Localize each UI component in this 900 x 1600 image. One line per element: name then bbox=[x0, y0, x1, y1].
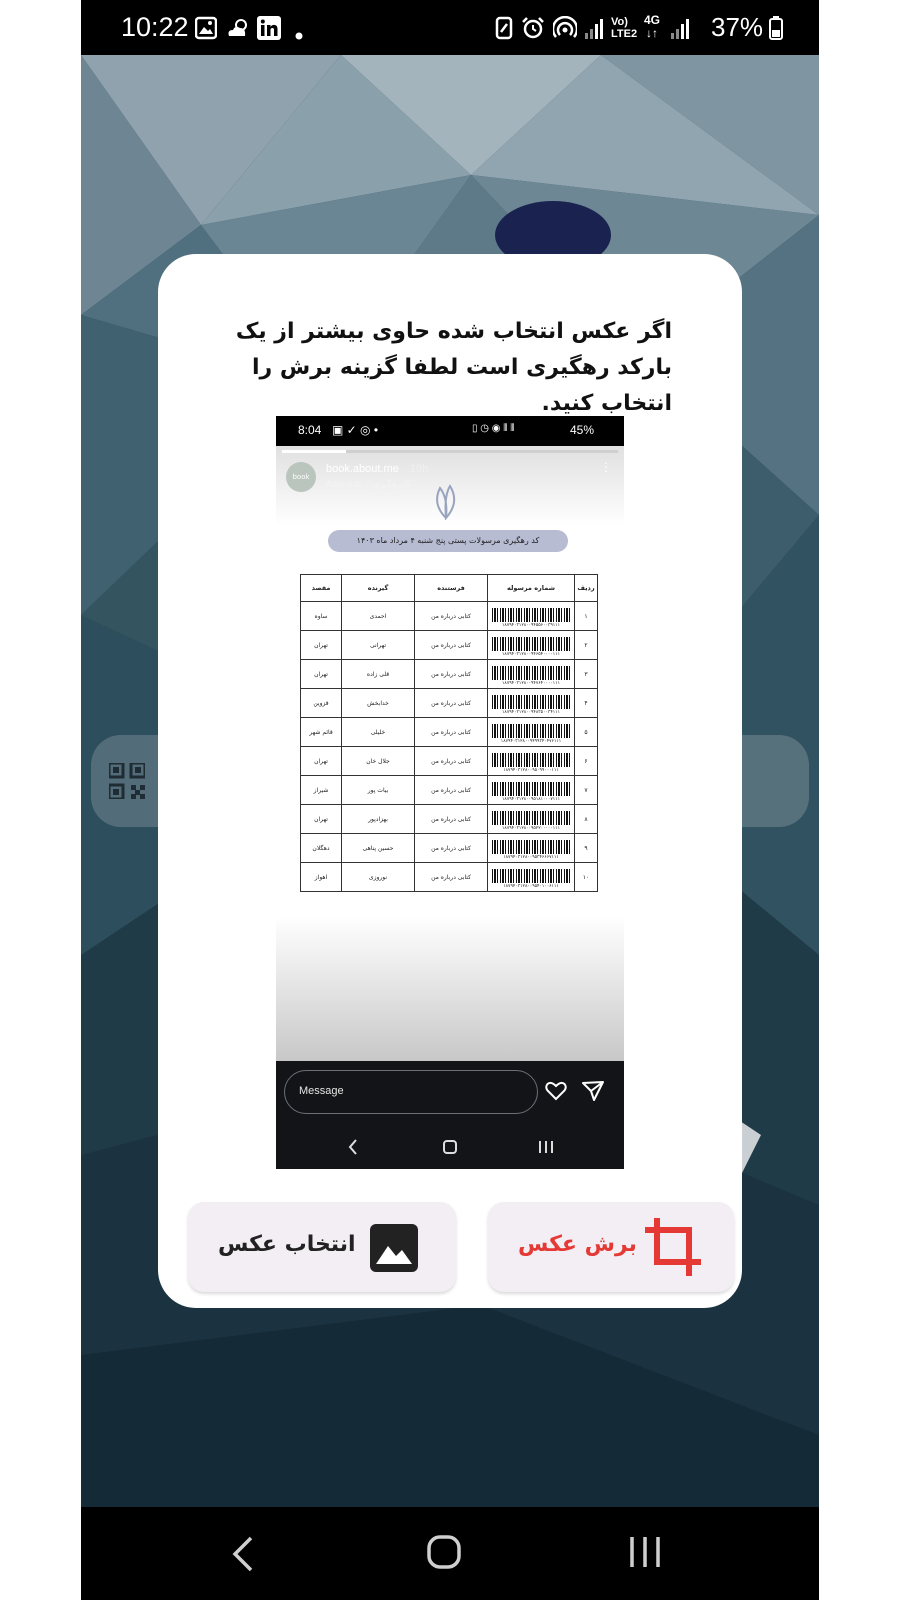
destination-cell: تهران bbox=[301, 660, 342, 689]
crop-photo-button[interactable] bbox=[488, 1202, 734, 1292]
phone-screen bbox=[81, 0, 819, 1600]
tracking-table bbox=[300, 574, 598, 892]
row-number: ۶ bbox=[575, 747, 598, 776]
destination-cell: قائم شهر bbox=[301, 718, 342, 747]
row-number: ۲ bbox=[575, 631, 598, 660]
preview-home-icon bbox=[443, 1140, 457, 1154]
barcode-image bbox=[492, 869, 570, 883]
barcode-number: ۱۸۷۹۴۰۳۱۲۸۰۰۹۴۸۳۵۰۰۳۴۱۱۱ bbox=[501, 709, 560, 715]
table-row bbox=[301, 747, 598, 776]
selected-photo-preview bbox=[276, 416, 624, 1169]
alarm-icon bbox=[521, 16, 545, 40]
more-options-icon[interactable]: ⋮ bbox=[600, 460, 612, 474]
barcode-cell bbox=[488, 718, 575, 747]
sender-cell: کتابی درباره من bbox=[415, 689, 488, 718]
lte-label: LTE2 bbox=[611, 28, 638, 40]
table-header: گیرنده bbox=[342, 575, 415, 602]
sender-cell: کتابی درباره من bbox=[415, 776, 488, 805]
destination-cell: قزوین bbox=[301, 689, 342, 718]
row-number: ۹ bbox=[575, 834, 598, 863]
destination-cell: تهران bbox=[301, 631, 342, 660]
linkedin-icon bbox=[257, 16, 281, 40]
account-avatar bbox=[286, 462, 316, 492]
barcode-image bbox=[492, 637, 570, 651]
destination-cell: اهواز bbox=[301, 863, 342, 892]
dialog-message: اگر عکس انتخاب شده حاوی بیشتر از یک بارکد رهگیری است لطفا گزینه برش را انتخاب کنید. bbox=[235, 319, 672, 416]
barcode-cell bbox=[488, 689, 575, 718]
barcode-cell bbox=[488, 863, 575, 892]
status-bar bbox=[81, 0, 819, 55]
post-age: 19h bbox=[410, 463, 429, 475]
preview-status-bar bbox=[276, 416, 624, 446]
recents-icon[interactable] bbox=[629, 1535, 661, 1569]
sender-cell: کتابی درباره من bbox=[415, 747, 488, 776]
sender-cell: کتابی درباره من bbox=[415, 863, 488, 892]
table-header: فرستنده bbox=[415, 575, 488, 602]
crop-icon bbox=[643, 1216, 705, 1278]
preview-status-icons: ▣ ✓ ◎ • bbox=[332, 423, 379, 437]
barcode-cell bbox=[488, 747, 575, 776]
table-row bbox=[301, 602, 598, 631]
sender-cell: کتابی درباره من bbox=[415, 602, 488, 631]
receiver-cell: قلی زاده bbox=[342, 660, 415, 689]
hotspot-icon bbox=[553, 16, 577, 40]
barcode-cell bbox=[488, 631, 575, 660]
table-header: شماره مرسوله bbox=[488, 575, 575, 602]
barcode-image bbox=[492, 782, 570, 796]
message-placeholder: Message bbox=[299, 1085, 344, 1097]
row-number: ۴ bbox=[575, 689, 598, 718]
qr-code-icon bbox=[109, 763, 145, 799]
sender-cell: کتابی درباره من bbox=[415, 660, 488, 689]
table-row bbox=[301, 631, 598, 660]
receiver-cell: حسین پناهی bbox=[342, 834, 415, 863]
receiver-cell: نوروزی bbox=[342, 863, 415, 892]
signal-icon bbox=[671, 16, 691, 40]
barcode-number: ۱۸۷۹۴۰۳۱۲۸۰۰۹۵۲۲۰۰۰۰۰۱۱۱ bbox=[501, 825, 560, 831]
battery-percent: 37% bbox=[711, 12, 764, 42]
sender-cell: کتابی درباره من bbox=[415, 718, 488, 747]
row-number: ۷ bbox=[575, 776, 598, 805]
heart-icon bbox=[545, 1081, 567, 1101]
row-number: ۱ bbox=[575, 602, 598, 631]
barcode-image bbox=[492, 753, 570, 767]
table-row bbox=[301, 834, 598, 863]
destination-cell: تهران bbox=[301, 747, 342, 776]
barcode-number: ۱۸۷۹۴۰۳۱۲۸۰۰۹۵۳۴۶۶۶۷۱۱۱ bbox=[503, 854, 559, 860]
volte-icon bbox=[611, 16, 637, 40]
story-progress bbox=[282, 450, 618, 453]
receiver-cell: بهزادپور bbox=[342, 805, 415, 834]
barcode-image bbox=[492, 724, 570, 738]
table-row bbox=[301, 660, 598, 689]
receiver-cell: خدابخش bbox=[342, 689, 415, 718]
select-photo-button[interactable] bbox=[188, 1202, 456, 1292]
volte-label: Vo) bbox=[611, 16, 628, 28]
butterfly-logo bbox=[426, 480, 466, 520]
preview-status-right-icons: ▯ ◷ ◉ ⫴ ⫴ bbox=[472, 423, 515, 434]
table-header-row bbox=[301, 575, 598, 602]
added-to: Added to ۰-کدرهگیری bbox=[326, 479, 411, 489]
destination-cell: ساوه bbox=[301, 602, 342, 631]
barcode-image bbox=[492, 695, 570, 709]
battery-icon bbox=[769, 16, 783, 40]
preview-message-input bbox=[284, 1070, 538, 1114]
gallery-icon bbox=[195, 16, 217, 40]
preview-status-battery: 45% bbox=[570, 423, 595, 437]
dot-icon bbox=[295, 24, 303, 48]
barcode-number: ۱۸۷۹۴۰۳۱۲۸۰۰۹۴۶۵۴۰۰۰۰۱۱۱ bbox=[501, 651, 560, 657]
send-icon bbox=[582, 1080, 604, 1102]
signal-icon bbox=[585, 16, 605, 40]
table-header: مقصد bbox=[301, 575, 342, 602]
preview-recents-icon bbox=[538, 1140, 554, 1154]
preview-reply-bar bbox=[276, 1061, 624, 1169]
preview-back-icon bbox=[348, 1139, 358, 1155]
barcode-number: ۱۸۷۹۴۰۳۱۲۸۰۰۹۴۷۶۴۰۰۰۰۱۱۱ bbox=[501, 680, 560, 686]
back-icon[interactable] bbox=[231, 1535, 255, 1573]
barcode-number: ۱۸۷۹۴۰۳۱۲۸۰۰۹۵۴۰۱۰۰۶۱۱۱ bbox=[503, 883, 559, 889]
crop-photo-label: برش عکس bbox=[518, 1232, 637, 1257]
receiver-cell: تهرانی bbox=[342, 631, 415, 660]
weather-icon bbox=[225, 16, 251, 40]
receiver-cell: خلیلی bbox=[342, 718, 415, 747]
barcode-number: ۱۸۷۹۴۰۳۱۲۸۰۰۹۴۹۹۳۴۰۴۷۶۱۱۱ bbox=[500, 738, 562, 744]
destination-cell: تهران bbox=[301, 805, 342, 834]
table-row bbox=[301, 776, 598, 805]
barcode-image bbox=[492, 666, 570, 680]
barcode-cell bbox=[488, 805, 575, 834]
table-row bbox=[301, 718, 598, 747]
table-row bbox=[301, 863, 598, 892]
sender-cell: کتابی درباره من bbox=[415, 805, 488, 834]
table-row bbox=[301, 689, 598, 718]
receiver-cell: بیات پور bbox=[342, 776, 415, 805]
barcode-number: ۱۸۷۹۴۰۳۱۲۸۰۰۹۵۱۸۱۰۰۰۷۱۱۱ bbox=[501, 796, 560, 802]
barcode-number: ۱۸۷۹۴۰۳۱۲۸۰۰۹۴۵۵۶۰۰۳۹۱۱۱ bbox=[501, 622, 560, 628]
sender-cell: کتابی درباره من bbox=[415, 834, 488, 863]
home-icon[interactable] bbox=[427, 1535, 461, 1569]
photo-dialog bbox=[158, 254, 742, 1308]
sender-cell: کتابی درباره من bbox=[415, 631, 488, 660]
barcode-image bbox=[492, 840, 570, 854]
barcode-image bbox=[492, 608, 570, 622]
destination-cell: دهگلان bbox=[301, 834, 342, 863]
row-number: ۸ bbox=[575, 805, 598, 834]
row-number: ۱۰ bbox=[575, 863, 598, 892]
account-name: book.about.me bbox=[326, 463, 399, 475]
status-time: 10:22 bbox=[121, 12, 189, 42]
barcode-image bbox=[492, 811, 570, 825]
table-row bbox=[301, 805, 598, 834]
receiver-cell: احمدی bbox=[342, 602, 415, 631]
barcode-number: ۱۸۷۹۴۰۳۱۲۸۰۰۹۵۰۹۹۰۰۰۱۱۱ bbox=[503, 767, 559, 773]
image-icon bbox=[370, 1224, 418, 1272]
barcode-cell bbox=[488, 660, 575, 689]
4g-label: 4G bbox=[644, 13, 661, 27]
barcode-cell bbox=[488, 834, 575, 863]
barcode-cell bbox=[488, 602, 575, 631]
barcode-cell bbox=[488, 776, 575, 805]
row-number: ۳ bbox=[575, 660, 598, 689]
table-header: ردیف bbox=[575, 575, 598, 602]
preview-story bbox=[276, 446, 624, 1061]
preview-status-time: 8:04 bbox=[298, 423, 322, 437]
receiver-cell: جلال خان bbox=[342, 747, 415, 776]
avatar-logo-text: book bbox=[292, 473, 310, 481]
nfc-icon bbox=[495, 16, 513, 40]
select-photo-label: انتخاب عکس bbox=[218, 1232, 356, 1257]
row-number: ۵ bbox=[575, 718, 598, 747]
date-banner: کد رهگیری مرسولات پستی پنج شنبه ۴ مرداد ماه ۱۴۰۳ bbox=[328, 530, 568, 552]
4g-icon: 4G ↓↑ bbox=[644, 13, 661, 40]
navigation-bar bbox=[81, 1507, 819, 1600]
destination-cell: شیراز bbox=[301, 776, 342, 805]
